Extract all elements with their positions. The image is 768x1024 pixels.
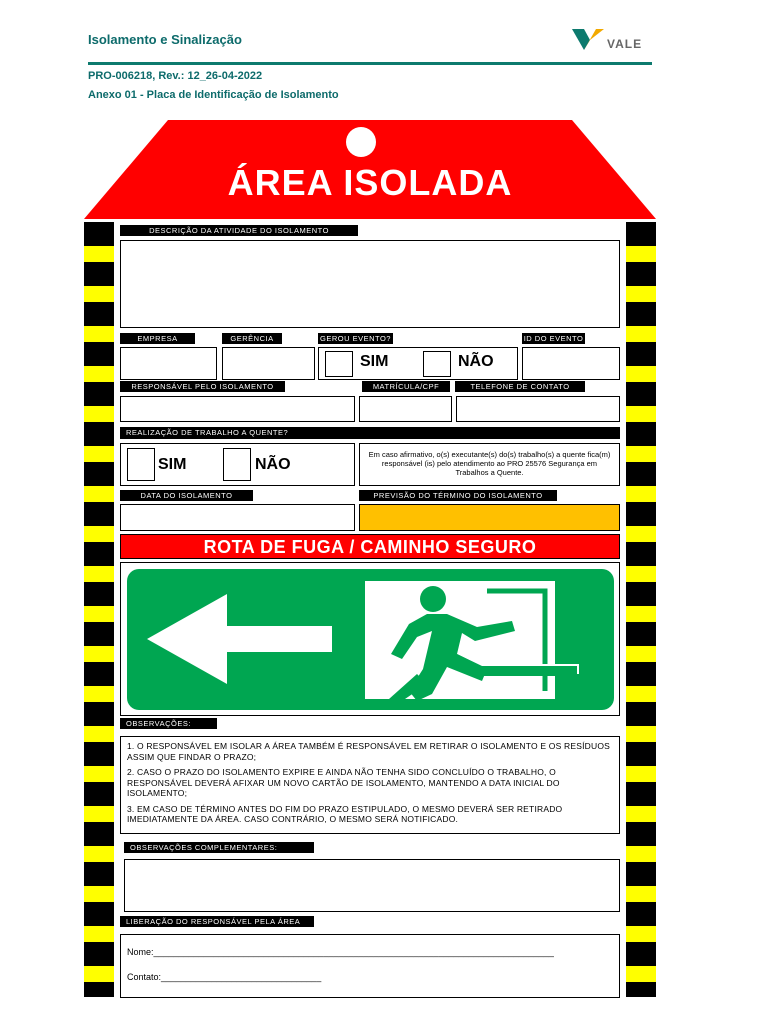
event-label: GEROU EVENTO? bbox=[318, 333, 393, 344]
company-field[interactable] bbox=[120, 347, 217, 380]
management-label: GERÊNCIA bbox=[222, 333, 282, 344]
event-no-label: NÃO bbox=[458, 353, 494, 370]
responsible-field[interactable] bbox=[120, 396, 355, 422]
management-field[interactable] bbox=[222, 347, 315, 380]
escape-route-banner: ROTA DE FUGA / CAMINHO SEGURO bbox=[120, 534, 620, 559]
header-divider bbox=[88, 62, 652, 65]
logo-text: VALE bbox=[607, 37, 643, 51]
forecast-field[interactable] bbox=[359, 504, 620, 531]
event-id-label: ID DO EVENTO bbox=[523, 334, 584, 343]
activity-field[interactable] bbox=[120, 240, 620, 328]
hot-work-no-label: NÃO bbox=[255, 456, 291, 473]
observations-list bbox=[120, 736, 620, 834]
emergency-exit-icon bbox=[127, 569, 614, 710]
hot-work-label: REALIZAÇÃO DE TRABALHO A QUENTE? bbox=[120, 427, 620, 439]
forecast-label: PREVISÃO DO TÉRMINO DO ISOLAMENTO bbox=[359, 490, 557, 501]
hot-work-note: Em caso afirmativo, o(s) executante(s) do(s) trabalho(s) a quente fica(m) responsável (is) pelo atendimento ao PRO 25576 Segurança em Trabalhos a Quente. bbox=[359, 443, 620, 486]
hot-work-yes-checkbox[interactable] bbox=[127, 448, 155, 481]
activity-label: DESCRIÇÃO DA ATIVIDADE DO ISOLAMENTO bbox=[120, 225, 358, 236]
registration-field[interactable] bbox=[359, 396, 452, 422]
observation-item: 2. CASO O PRAZO DO ISOLAMENTO EXPIRE E AINDA NÃO TENHA SIDO CONCLUÍDO O TRABALHO, O RESPONSÁVEL DEVERÁ AFIXAR UM NOVO CARTÃO DE ISOLAMENTO, MANTENDO A DATA INICIAL DO ISOLAMENTO; bbox=[127, 767, 560, 798]
event-id-field[interactable] bbox=[522, 347, 620, 380]
event-yes-label: SIM bbox=[360, 353, 389, 370]
observations-label: OBSERVAÇÕES: bbox=[120, 718, 217, 729]
date-field[interactable] bbox=[120, 504, 355, 531]
hot-work-yes-label: SIM bbox=[158, 456, 187, 473]
release-label: LIBERAÇÃO DO RESPONSÁVEL PELA ÁREA bbox=[120, 916, 314, 927]
complementary-label: OBSERVAÇÕES COMPLEMENTARES: bbox=[124, 842, 314, 853]
contact-line[interactable]: Contato:________________________________ bbox=[127, 972, 322, 982]
name-line[interactable]: Nome:________________________________________________________________________________ bbox=[127, 947, 554, 957]
registration-label: MATRÍCULA/CPF bbox=[362, 381, 450, 392]
complementary-field[interactable] bbox=[124, 859, 620, 912]
event-yes-checkbox[interactable] bbox=[325, 351, 353, 377]
phone-field[interactable] bbox=[456, 396, 620, 422]
sign-title: ÁREA ISOLADA bbox=[227, 162, 513, 203]
release-box bbox=[120, 934, 620, 998]
hot-work-no-checkbox[interactable] bbox=[223, 448, 251, 481]
right-hazard-stripe bbox=[626, 222, 656, 997]
document-title: Isolamento e Sinalização bbox=[88, 32, 242, 47]
event-no-checkbox[interactable] bbox=[423, 351, 451, 377]
left-hazard-stripe bbox=[84, 222, 114, 997]
annex-title: Anexo 01 - Placa de Identificação de Isolamento bbox=[88, 89, 339, 101]
observation-item: 3. EM CASO DE TÉRMINO ANTES DO FIM DO PRAZO ESTIPULADO, O MESMO DEVERÁ SER RETIRADO IMEDIATAMENTE DA ÁREA. CASO CONTRÁRIO, O MESMO SERÁ NOTIFICADO. bbox=[127, 803, 563, 824]
document-reference: PRO-006218, Rev.: 12_26-04-2022 bbox=[88, 70, 263, 82]
observation-item: 1. O RESPONSÁVEL EM ISOLAR A ÁREA TAMBÉM É RESPONSÁVEL EM RETIRAR O ISOLAMENTO E OS RESÍDUOS ASSIM QUE FINDAR O PRAZO; bbox=[127, 741, 611, 762]
responsible-label: RESPONSÁVEL PELO ISOLAMENTO bbox=[120, 381, 285, 392]
phone-label: TELEFONE DE CONTATO bbox=[455, 381, 585, 392]
company-label: EMPRESA bbox=[120, 333, 195, 344]
date-label: DATA DO ISOLAMENTO bbox=[120, 490, 253, 501]
